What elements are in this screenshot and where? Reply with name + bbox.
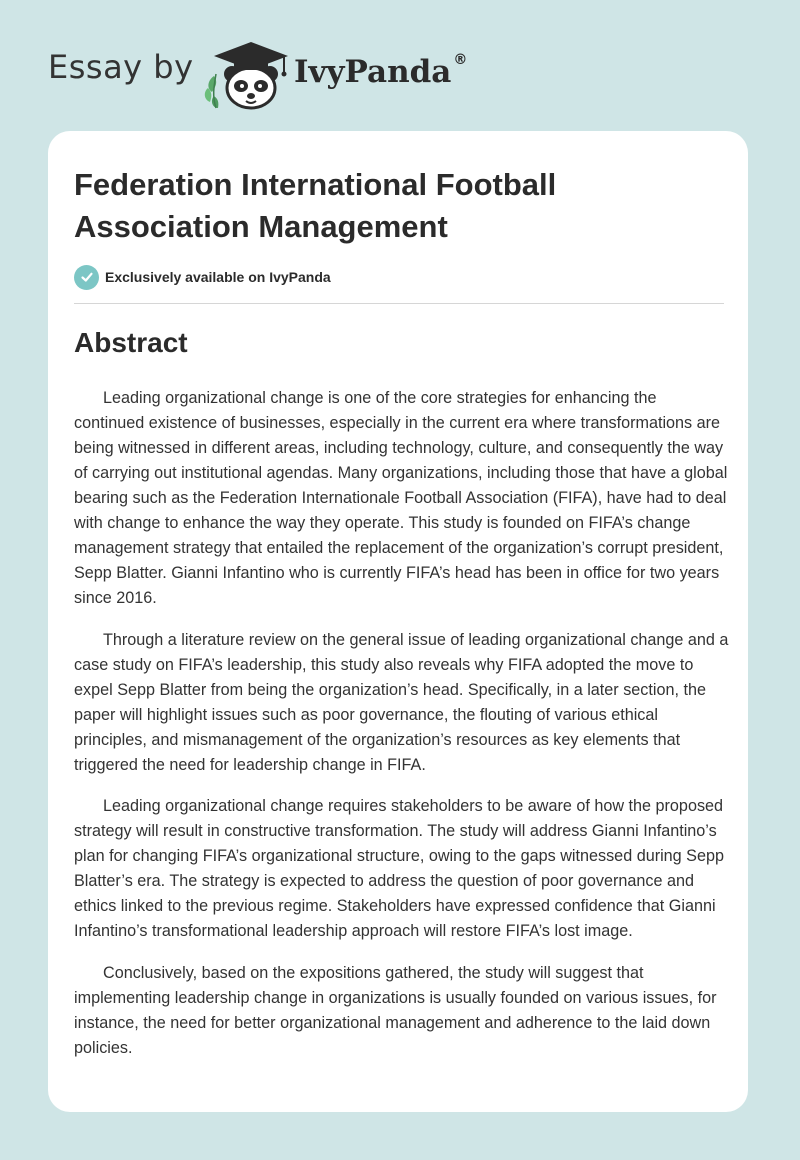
brand-name[interactable] [294, 52, 467, 90]
abstract-body [74, 386, 729, 1077]
check-icon [74, 265, 99, 290]
panda-graduation-cap-logo-icon[interactable] [200, 36, 292, 110]
exclusive-badge [74, 264, 331, 290]
paragraph: Leading organizational change requires stakeholders to be aware of how the proposed strategy will result in constructive transformation. The study will address Gianni Infantino’s plan for changing FIFA’s organizational structure, owing to the gaps witnessed during Sepp Blatter’s era. The strategy is expected to address the question of poor governance and ethics linked to the previous regime. Stakeholders have expressed confidence that Gianni Infantino’s transformational leadership approach will restore FIFA’s lost image. [74, 797, 724, 940]
paragraph: Conclusively, based on the expositions gathered, the study will suggest that implementing leadership change in organizations is usually founded on various issues, for instance, the need for better organizational management and adherence to the laid down policies. [74, 963, 717, 1057]
site-header [0, 0, 800, 120]
registered-mark: ® [453, 52, 468, 68]
paragraph: Through a literature review on the general issue of leading organizational change and a case study on FIFA’s leadership, this study also reveals why FIFA adopted the move to expel Sepp Blatter from being the organization’s head. Specifically, in a later section, the paper will highlight issues such as poor governance, the flouting of various ethical principles, and mismanagement of the organization’s resources as key elements that triggered the need for leadership change in FIFA. [74, 630, 729, 774]
exclusive-badge-text: Exclusively available on IvyPanda [105, 269, 331, 285]
brand-name-text: IvyPanda [294, 54, 452, 90]
paragraph: Leading organizational change is one of the core strategies for enhancing the continued existence of businesses, especially in the current era where transformations are being witnessed in different areas, including technology, culture, and consequently the way of carrying out institutional agendas. Many organizations, including those that have a global bearing such as the Federation Internationale Football Association (FIFA), have had to deal with change to enhance the way they operate. This study is founded on FIFA’s change management strategy that entailed the replacement of the organization’s corrupt president, Sepp Blatter. Gianni Infantino who is currently FIFA’s head has been in office for two years since 2016. [74, 389, 728, 607]
essay-by-label: Essay by [48, 48, 194, 86]
essay-card [48, 131, 748, 1112]
page-title: Federation International Football Association Management [74, 167, 557, 244]
ivy-leaf-icon [205, 74, 219, 108]
divider [74, 303, 724, 304]
section-heading-abstract: Abstract [74, 327, 188, 358]
